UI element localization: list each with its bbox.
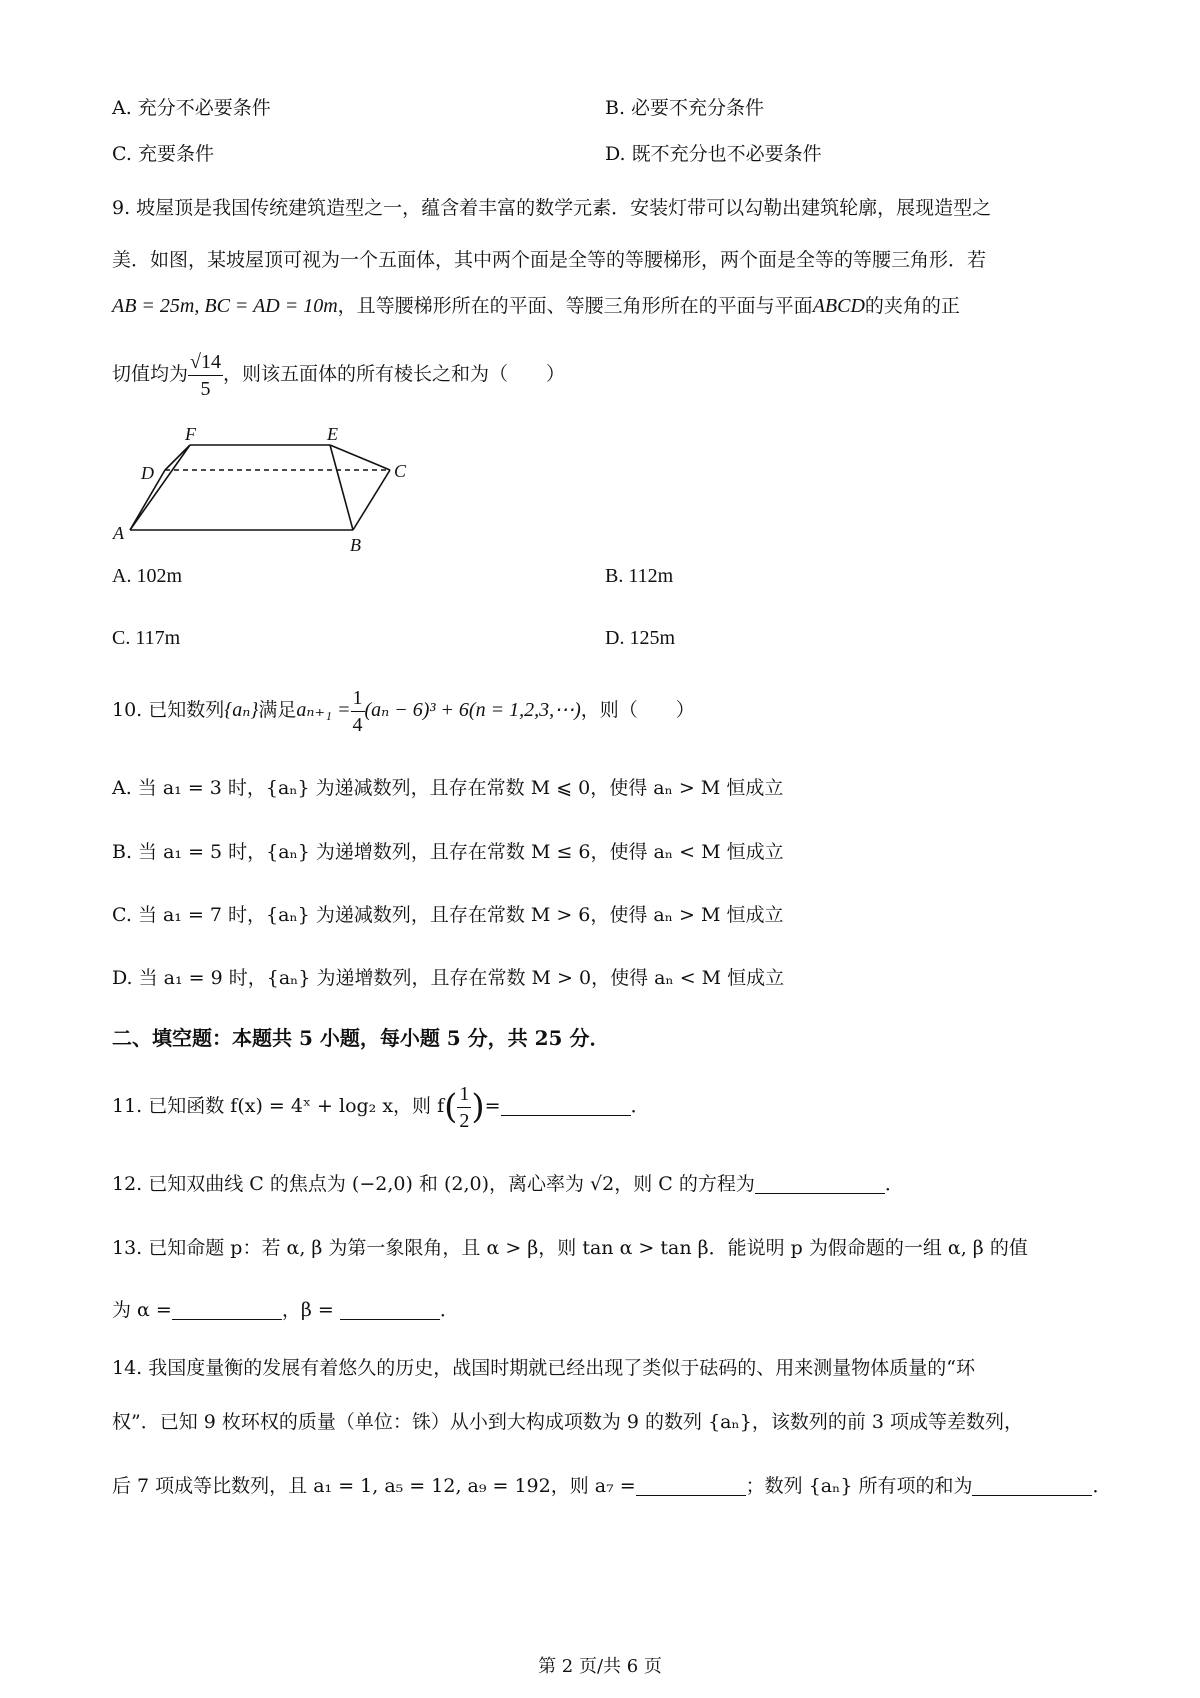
q8-option-d: D. 既不充分也不必要条件 [605,143,822,165]
q8-option-c: C. 充要条件 [112,143,214,165]
answer-blank-14b [972,1475,1092,1496]
page-footer: 第 2 页/共 6 页 [538,1656,662,1677]
q9-option-d: D. 125m [605,627,675,649]
label-e: E [327,425,338,444]
q9-dimensions: AB = 25m, BC = AD = 10m [112,295,338,317]
label-b: B [350,535,361,555]
section-heading: 二、填空题：本题共 5 小题，每小题 5 分，共 25 分． [112,1026,610,1050]
q10-stem: 10. 已知数列{aₙ}满足aₙ₊₁ = $\frac{1}{4}$ (aₙ − 6)³ + 6(n = 1,2,3,⋯)，则（ ） [112,686,695,736]
q11: 11. 已知函数 f(x) = 4ˣ + log₂ x，则 f( $\frac{1}{2}$ )= ． [112,1082,650,1132]
q9-option-b: B. 112m [605,565,674,587]
q9-line1: 9. 坡屋顶是我国传统建筑造型之一，蕴含着丰富的数学元素．安装灯带可以勾勒出建筑轮廓，展现造型之 [112,197,992,219]
answer-blank-13a [172,1299,282,1320]
answer-blank-12 [755,1173,885,1194]
q9-option-a: A. 102m [112,565,182,587]
q10-option-a: A. 当 a₁ = 3 时，{aₙ} 为递减数列，且存在常数 M ⩽ 0，使得 aₙ > M 恒成立 [112,777,784,799]
edge-bc [353,470,390,530]
q9-line2: 美．如图，某坡屋顶可视为一个五面体，其中两个面是全等的等腰梯形，两个面是全等的等腰三角形．若 [112,249,987,271]
q8-option-a: A. 充分不必要条件 [112,97,271,119]
answer-blank-13b [340,1299,440,1320]
tangent-fraction: $\frac{√14}{5}$ [190,350,221,400]
label-a: A [113,523,124,543]
q14-line3: 后 7 项成等比数列，且 a₁ = 1, a₅ = 12, a₉ = 192，则 a₇ = ；数列 {aₙ} 所有项的和为 ． [112,1475,1112,1497]
q12: 12. 已知双曲线 C 的焦点为 (−2,0) 和 (2,0)，离心率为 √2，则 C 的方程为 ． [112,1173,904,1195]
edge-af [130,445,190,530]
q10-option-c: C. 当 a₁ = 7 时，{aₙ} 为递减数列，且存在常数 M > 6，使得 aₙ > M 恒成立 [112,904,784,926]
q14-line2: 权”．已知 9 枚环权的质量（单位：铢）从小到大构成项数为 9 的数列 {aₙ}，该数列的前 3 项成等差数列， [112,1411,1023,1433]
answer-blank-14a [636,1475,746,1496]
label-c: C [394,461,407,481]
q14-line1: 14. 我国度量衡的发展有着悠久的历史，战国时期就已经出现了类似于砝码的、用来测量物体质量的“环 [112,1357,975,1379]
edge-df [165,445,190,470]
q10-option-d: D. 当 a₁ = 9 时，{aₙ} 为递增数列，且存在常数 M > 0，使得 aₙ < M 恒成立 [112,967,785,989]
half-fraction: $\frac{1}{2}$ [459,1082,470,1132]
q9-option-c: C. 117m [112,627,181,649]
label-f: F [185,425,196,444]
answer-blank-11 [501,1095,631,1116]
q9-line4: 切值均为 $\frac{√14}{5}$ ，则该五面体的所有棱长之和为（ ） [112,350,566,400]
label-d: D [141,463,154,483]
q13-line1: 13. 已知命题 p：若 α, β 为第一象限角，且 α > β，则 tan α > tan β．能说明 p 为假命题的一组 α, β 的值 [112,1237,1028,1259]
q8-option-b: B. 必要不充分条件 [605,97,765,119]
edge-ce [330,445,390,470]
q10-option-b: B. 当 a₁ = 5 时，{aₙ} 为递增数列，且存在常数 M ≤ 6，使得 aₙ < M 恒成立 [112,841,784,863]
edge-be [330,445,353,530]
q13-line2: 为 α = ，β = ． [112,1299,459,1321]
pentahedron-figure [105,425,435,555]
q9-line3: AB = 25m, BC = AD = 10m，且等腰梯形所在的平面、等腰三角形所在的平面与平面ABCD的夹角的正 [112,295,960,317]
quarter-fraction: $\frac{1}{4}$ [352,686,363,736]
